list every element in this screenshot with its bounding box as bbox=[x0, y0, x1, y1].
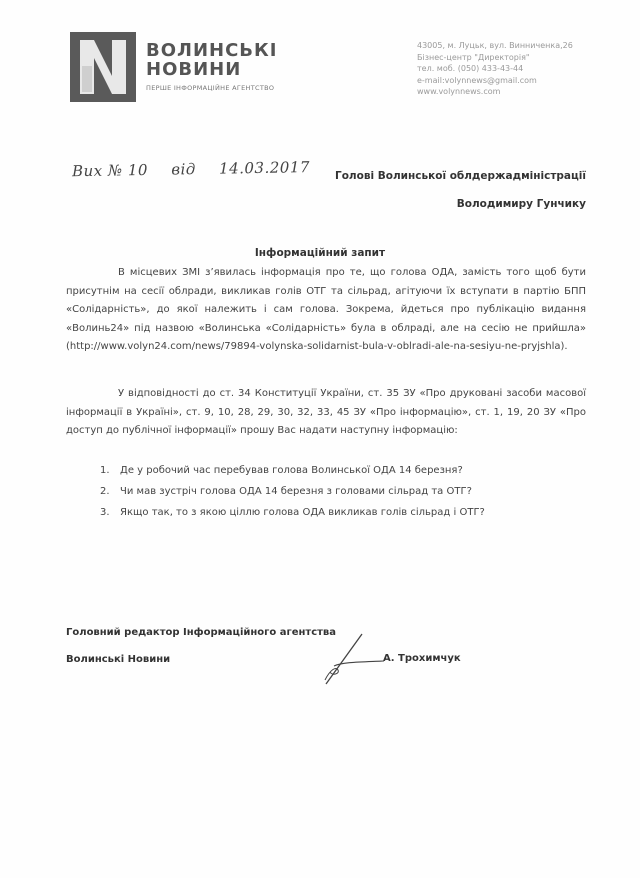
paragraph-1 bbox=[66, 264, 586, 357]
question-text: Де у робочий час перебував голова Волинської ОДА 14 березня? bbox=[120, 465, 463, 476]
position-line2: Волинські Новини bbox=[66, 654, 171, 665]
question-number: 2. bbox=[100, 486, 110, 497]
question-number: 3. bbox=[100, 507, 110, 518]
brand-tagline: ПЕРШЕ ІНФОРМАЦІЙНЕ АГЕНТСТВО bbox=[146, 84, 275, 92]
question-item bbox=[100, 502, 485, 523]
addressee-line1: Голові Волинської облдержадміністрації bbox=[335, 170, 586, 182]
question-text: Чи мав зустріч голова ОДА 14 березня з головами сільрад та ОТГ? bbox=[120, 486, 472, 497]
paragraph-2 bbox=[66, 385, 586, 441]
contact-phone: тел. моб. (050) 433-43-44 bbox=[417, 64, 524, 73]
addressee-line2: Володимиру Гунчику bbox=[456, 198, 586, 210]
question-item bbox=[100, 481, 485, 502]
brand-name bbox=[146, 41, 277, 79]
registration-date: 14.03.2017 bbox=[218, 158, 311, 178]
addressee bbox=[335, 170, 586, 226]
outgoing-number: Вих № 10 bbox=[71, 160, 149, 181]
question-text: Якщо так, то з якою ціллю голова ОДА викликав голів сільрад і ОТГ? bbox=[120, 507, 485, 518]
contact-email: e-mail:volynnews@gmail.com bbox=[417, 75, 537, 85]
brand-name-line1: ВОЛИНСЬКІ bbox=[146, 40, 278, 61]
contact-website: www.volynnews.com bbox=[417, 87, 501, 96]
brand-name-line2: НОВИНИ bbox=[146, 59, 242, 80]
signatory-name: А. Трохимчук bbox=[383, 653, 461, 664]
handwritten-signature bbox=[322, 632, 392, 687]
signatory-position bbox=[66, 627, 336, 681]
questions-list bbox=[100, 460, 485, 523]
document-title: Інформаційний запит bbox=[254, 247, 386, 259]
agency-logo bbox=[70, 32, 136, 102]
contact-business-center: Бізнес-центр "Директорія" bbox=[417, 52, 530, 62]
position-line1: Головний редактор Інформаційного агентства bbox=[66, 627, 336, 638]
contact-block bbox=[417, 40, 573, 98]
registration-handwritten bbox=[72, 158, 328, 180]
paragraph-1-text: В місцевих ЗМІ з’явилась інформація про те, що голова ОДА, замість того щоб бути присутнім на сесії облради, викликав голів ОТГ та сільрад, агітуючи їх вступати в партію БПП «Солідарність», до якої належить і сам голова. Зокрема, йдеться про публікацію видання «Волинь24» під назвою «Волинська «Солідарність» була в облраді, але на сесію не прийшла» (http://www.volyn24.com/news/79894-volynska-solidarnist-bula-v-oblradi-ale-na-sesiyu-ne-pryjshla). bbox=[66, 267, 586, 352]
question-number: 1. bbox=[100, 465, 110, 476]
contact-address: 43005, м. Луцьк, вул. Винниченка,26 bbox=[417, 41, 573, 50]
logo-n-icon bbox=[70, 32, 136, 102]
paragraph-2-text: У відповідності до ст. 34 Конституції України, ст. 35 ЗУ «Про друковані засоби масової інформації в Україні», ст. 9, 10, 28, 29, 30, 32, 33, 45 ЗУ «Про інформацію», ст. 1, 19, 20 ЗУ «Про доступ до публічної інформації» прошу Вас надати наступну інформацію: bbox=[66, 388, 586, 436]
from-label: від bbox=[171, 160, 196, 179]
question-item bbox=[100, 460, 485, 481]
